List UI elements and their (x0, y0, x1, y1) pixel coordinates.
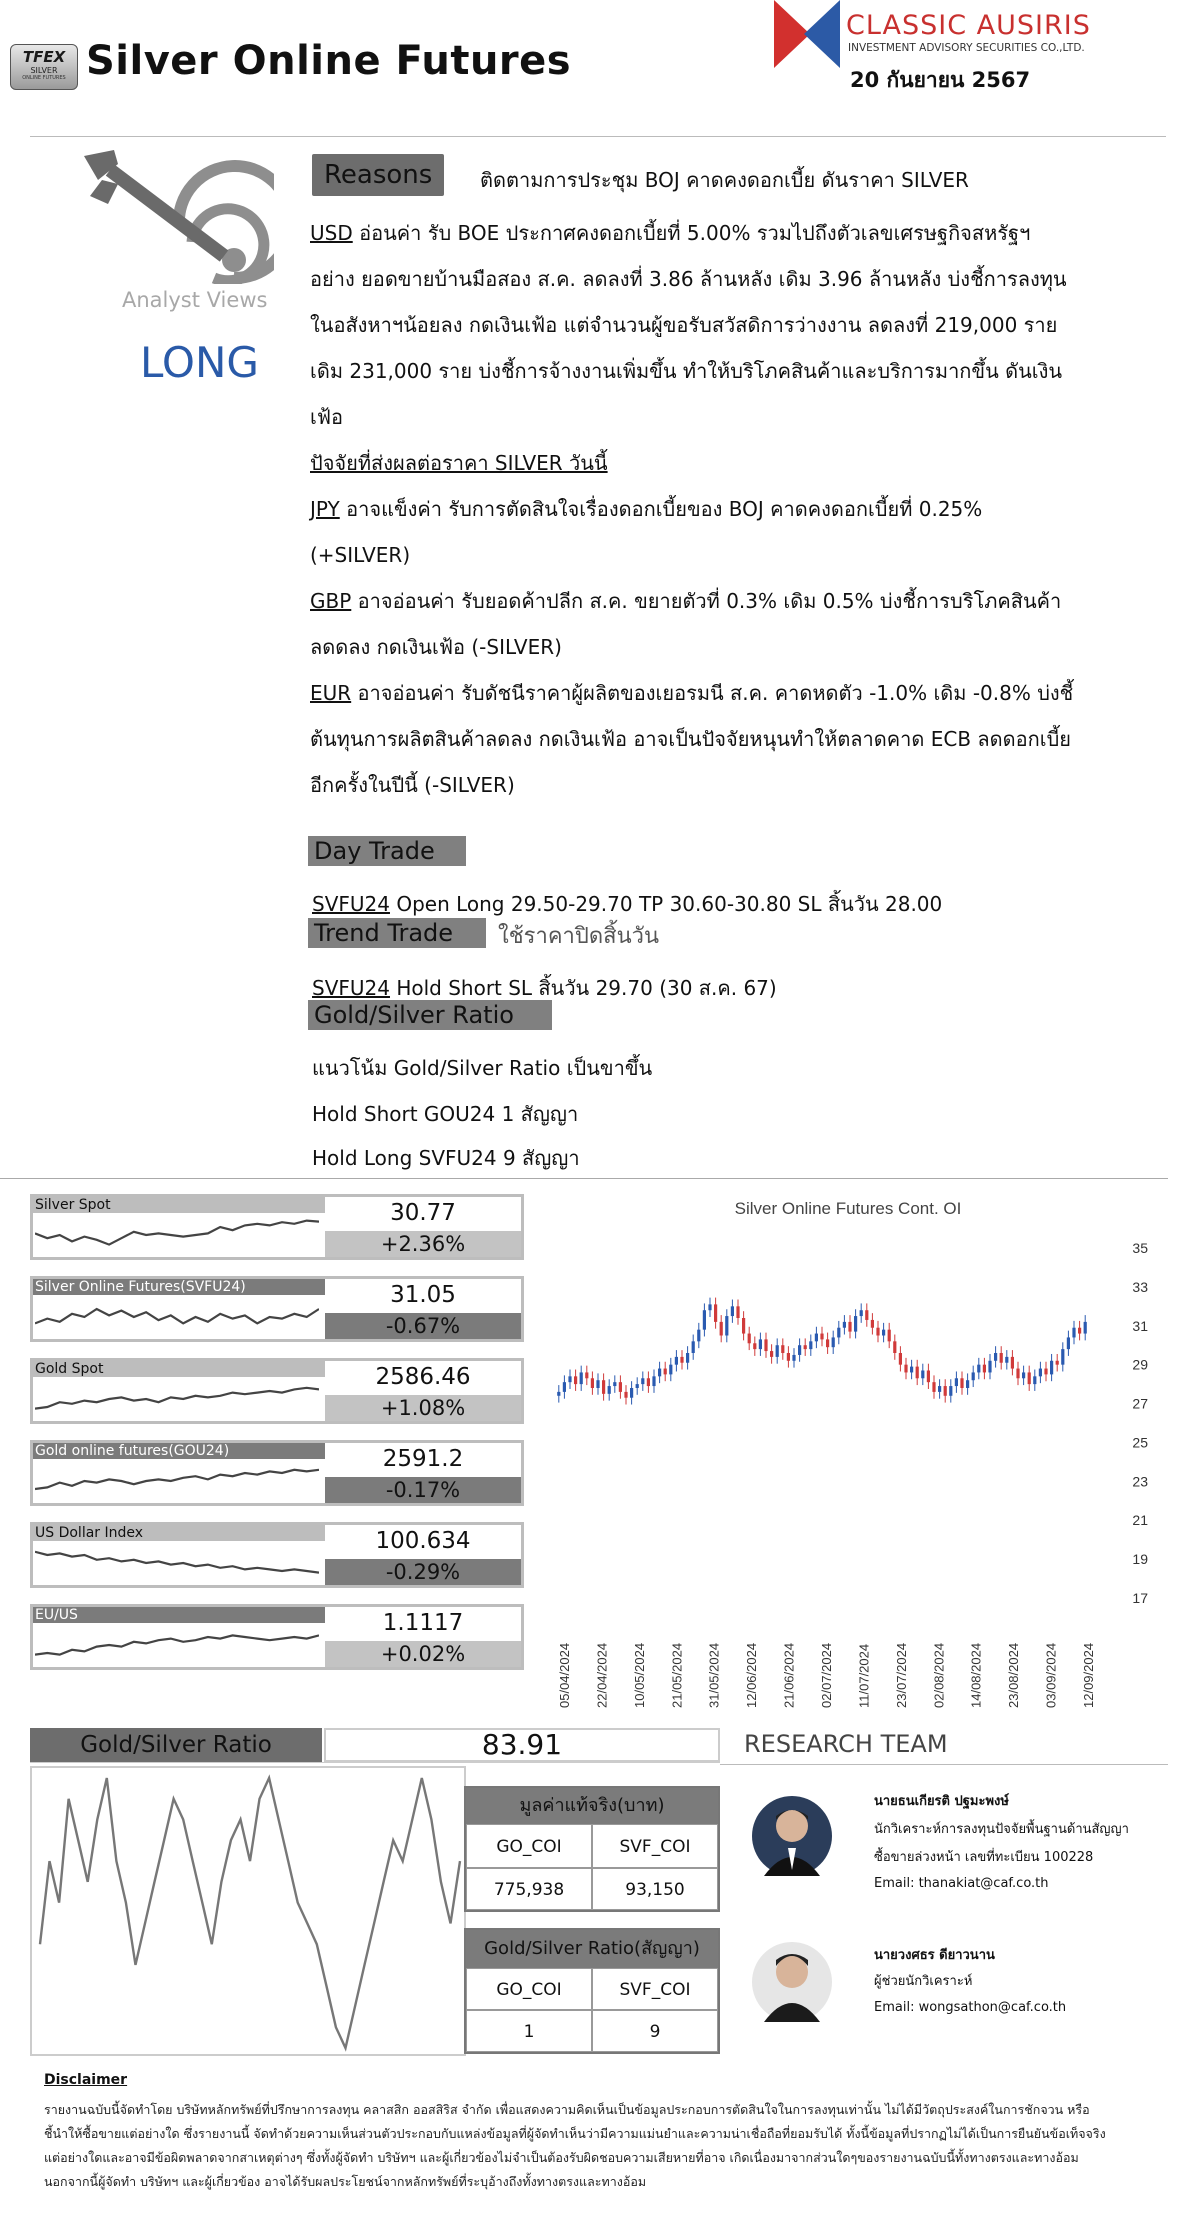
candle-body (708, 1304, 711, 1310)
eur-code: EUR (310, 681, 352, 705)
disclaimer-line-1: รายงานฉบับนี้จัดทำโดย บริษัทหลักทรัพย์ที่ปรึกษาการลงทุน คลาสสิก ออสสิริส จำกัด เพื่อแสดงความคิดเห็นเป็นข้อมูลประกอบการตัดสินใจในการลงทุนเท่านั้น ไม่ได้มีวัตถุประสงค์ในการชักจวน หรือ (44, 2102, 1090, 2117)
candle-body (697, 1330, 700, 1342)
market-panel (30, 1276, 524, 1342)
jpy-line-1: JPY อาจแข็งค่า รับการตัดสินใจเรื่องดอกเบี้ยของ BOJ คาดคงดอกเบี้ยที่ 0.25% (310, 497, 983, 521)
eur-line-2: ต้นทุนการผลิตสินค้าลดลง กดเงินเฟ้อ อาจเป็นปัจจัยหนุนทำให้ตลาดคาด ECB ลดดอกเบี้ย (310, 727, 1072, 751)
x-tick-label: 03/09/2024 (1043, 1642, 1059, 1708)
candle-body (596, 1380, 599, 1388)
disclaimer-line-4: นอกจากนี้ผู้จัดทำ บริษัทฯ และผู้เกี่ยวข้อง อาจได้รับผลประโยชน์จากหลักทรัพย์ที่ระบุอ้างถึงทั้งทางตรงและทางอ้อม (44, 2174, 647, 2189)
sparkline-path (35, 1221, 319, 1245)
candle-body (731, 1306, 734, 1316)
candle-body (787, 1353, 790, 1361)
market-panel (30, 1358, 524, 1424)
x-tick-label: 02/08/2024 (931, 1642, 947, 1708)
analyst-2-email: Email: wongsathon@caf.co.th (874, 2000, 1067, 2015)
ratio-header-go: GO_COI (466, 1968, 592, 2010)
candle-body (843, 1322, 846, 1328)
gbp-line-1: GBP อาจอ่อนค่า รับยอดค้าปลีก ส.ค. ขยายตัวที่ 0.3% เดิม 0.5% บ่งชี้การบริโภคสินค้า (310, 589, 1062, 613)
candle-body (977, 1365, 980, 1373)
y-tick-label: 25 (1132, 1434, 1148, 1451)
research-team-title: RESEARCH TEAM (744, 1730, 948, 1758)
market-value: 2591.2 (325, 1443, 521, 1475)
market-panel (30, 1522, 524, 1588)
market-sparkline (35, 1625, 319, 1665)
x-tick-label: 31/05/2024 (706, 1642, 722, 1708)
candle-body (781, 1345, 784, 1353)
research-divider (720, 1764, 1168, 1765)
market-value: 1.1117 (325, 1607, 521, 1639)
usd-code: USD (310, 221, 353, 245)
sparkline-path (35, 1309, 319, 1323)
market-panel (30, 1604, 524, 1670)
candle-body (647, 1378, 650, 1386)
candle-body (742, 1318, 745, 1334)
gbp-line-2: ลดดลง กดเงินเฟ้อ (-SILVER) (310, 635, 562, 659)
ratio-header-svf: SVF_COI (592, 1968, 718, 2010)
candle-body (966, 1380, 969, 1388)
position-label: LONG (140, 338, 259, 387)
candle-body (949, 1386, 952, 1396)
candle-body (910, 1367, 913, 1373)
candle-body (1039, 1369, 1042, 1377)
candle-body (927, 1371, 930, 1383)
candle-body (960, 1378, 963, 1388)
market-change: +1.08% (325, 1395, 521, 1421)
market-name: Gold Spot (33, 1361, 325, 1377)
candle-body (602, 1380, 605, 1394)
target-dart-icon (84, 150, 274, 284)
y-tick-label: 21 (1132, 1512, 1148, 1529)
candle-body (563, 1382, 566, 1392)
y-tick-label: 29 (1132, 1356, 1148, 1373)
candle-body (865, 1310, 868, 1320)
page-title: Silver Online Futures (86, 38, 572, 84)
x-tick-label: 02/07/2024 (819, 1642, 834, 1708)
candle-body (568, 1376, 571, 1382)
candle-body (837, 1328, 840, 1338)
candle-body (1084, 1322, 1087, 1334)
coi-header-svf: SVF_COI (592, 1824, 718, 1868)
eur-line-1: EUR อาจอ่อนค่า รับดัชนีราคาผู้ผลิตของเยอรมนี ส.ค. คาดหดตัว -1.0% เดิม -0.8% บ่งชี้ (310, 681, 1074, 705)
x-tick-label: 10/05/2024 (631, 1642, 647, 1708)
gs-ratio-panel-label: Gold/Silver Ratio (30, 1728, 322, 1762)
tfex-silver-logo: TFEX SILVER ONLINE FUTURES (10, 44, 78, 90)
gs-ratio-line (40, 1778, 460, 2048)
candle-body (899, 1353, 902, 1365)
candle-body (641, 1378, 644, 1384)
candle-body (1056, 1361, 1059, 1365)
candle-body (871, 1320, 874, 1328)
ratio-line-3: Hold Long SVFU24 9 สัญญา (312, 1146, 580, 1170)
brand-name: CLASSIC AUSIRIS (846, 10, 1091, 41)
market-name: Silver Spot (33, 1197, 325, 1213)
candle-body (580, 1372, 583, 1384)
candle-body (848, 1322, 851, 1332)
candle-body (759, 1339, 762, 1349)
trend-trade-note: ใช้ราคาปิดสิ้นวัน (498, 924, 660, 949)
market-change: +2.36% (325, 1231, 521, 1257)
y-tick-label: 35 (1132, 1240, 1148, 1256)
candle-body (770, 1351, 773, 1357)
candle-body (860, 1310, 863, 1316)
candle-body (904, 1365, 907, 1373)
market-sparkline (35, 1379, 319, 1419)
candle-body (893, 1341, 896, 1353)
market-name: US Dollar Index (33, 1525, 325, 1541)
ratio-contract-table (464, 1928, 720, 2054)
candle-body (636, 1384, 639, 1388)
day-trade-line: SVFU24 Open Long 29.50-29.70 TP 30.60-30.80 SL สิ้นวัน 28.00 (312, 892, 943, 916)
market-sparkline (35, 1543, 319, 1583)
market-panel (30, 1440, 524, 1506)
header-divider (30, 136, 1166, 137)
candle-body (944, 1386, 947, 1396)
market-sparkline (35, 1461, 319, 1501)
analyst-1-name: นายธนเกียรติ ปฐมะพงษ์ (874, 1794, 1009, 1809)
x-tick-label: 21/06/2024 (781, 1642, 797, 1708)
day-trade-symbol: SVFU24 (312, 892, 390, 916)
candle-body (624, 1392, 627, 1398)
candle-body (1067, 1337, 1070, 1349)
trend-trade-label: Trend Trade (308, 918, 486, 948)
disclaimer-line-3: แต่อย่างใดและอาจมีข้อผิดพลาดจากสาเหตุต่างๆ ซึ่งทั้งผู้จัดทำ บริษัทฯ และผู้เกี่ยวข้องไม่จำเป็นต้องรับผิดชอบความเสียหายที่อาจ เกิดเนื่องมาจากส่วนใดๆของรายงานฉบับนี้ทั้งทางตรงและทางอ้อม (44, 2150, 1079, 2165)
analyst-2-role: ผู้ช่วยนักวิเคราะห์ (874, 1974, 973, 1989)
candle-body (820, 1334, 823, 1340)
analyst-2-name: นายวงศธร ดียาวนาน (874, 1948, 995, 1963)
usd-line-4: เดิม 231,000 ราย บ่งชี้การจ้างงานเพิ่มขึ้น ทำให้บริโภคสินค้าและบริการมากขึ้น ดันเงิน (310, 359, 1063, 383)
y-tick-label: 19 (1132, 1551, 1148, 1568)
candle-body (658, 1369, 661, 1377)
market-change: +0.02% (325, 1641, 521, 1667)
candle-body (854, 1316, 857, 1332)
chart-title: Silver Online Futures Cont. OI (734, 1199, 962, 1218)
candle-body (826, 1339, 829, 1347)
coi-table-title: มูลค่าแท้จริง(บาท) (466, 1788, 718, 1824)
factors-title: ปัจจัยที่ส่งผลต่อราคา SILVER วันนี้ (310, 451, 608, 475)
candle-body (619, 1382, 622, 1392)
candle-body (714, 1304, 717, 1322)
candle-body (994, 1353, 997, 1361)
analyst-views-label: Analyst Views (122, 288, 268, 312)
candle-body (983, 1365, 986, 1373)
x-tick-label: 11/07/2024 (856, 1643, 872, 1708)
candle-body (809, 1341, 812, 1349)
x-tick-label: 05/04/2024 (557, 1642, 572, 1708)
candle-body (921, 1371, 924, 1379)
candle-body (557, 1392, 560, 1396)
candle-body (876, 1328, 879, 1336)
market-change: -0.17% (325, 1477, 521, 1503)
usd-line-2: อย่าง ยอดขายบ้านมือสอง ส.ค. ลดลงที่ 3.86 ล้านหลัง เดิม 3.96 ล้านหลัง บ่งชี้การลงทุน (310, 267, 1067, 291)
analyst-1-email: Email: thanakiat@caf.co.th (874, 1876, 1049, 1891)
candle-body (1016, 1369, 1019, 1379)
jpy-line-2: (+SILVER) (310, 543, 411, 567)
trend-trade-line: SVFU24 Hold Short SL สิ้นวัน 29.70 (30 ส.ค. 67) (312, 976, 777, 1000)
market-name: Silver Online Futures(SVFU24) (33, 1279, 325, 1295)
analyst-2-avatar (752, 1936, 832, 2028)
candle-body (1028, 1372, 1031, 1384)
market-value: 2586.46 (325, 1361, 521, 1393)
ratio-table-title: Gold/Silver Ratio(สัญญา) (466, 1930, 718, 1968)
candle-body (792, 1355, 795, 1361)
candle-body (932, 1382, 935, 1392)
classic-ausiris-logo-icon (770, 0, 842, 70)
x-tick-label: 23/07/2024 (893, 1642, 909, 1708)
candle-body (591, 1378, 594, 1388)
usd-line-1: USD อ่อนค่า รับ BOE ประกาศคงดอกเบี้ยที่ 5.00% รวมไปถึงตัวเลขเศรษฐกิจสหรัฐฯ (310, 221, 1031, 245)
candle-body (736, 1306, 739, 1318)
candle-body (1033, 1376, 1036, 1384)
candle-body (955, 1378, 958, 1386)
y-tick-label: 31 (1132, 1317, 1148, 1334)
market-change: -0.29% (325, 1559, 521, 1585)
sparkline-path (35, 1552, 319, 1573)
brand-subtitle: INVESTMENT ADVISORY SECURITIES CO.,LTD. (848, 42, 1085, 54)
market-value: 31.05 (325, 1279, 521, 1311)
market-name: Gold online futures(GOU24) (33, 1443, 325, 1459)
silver-futures-chart (548, 1188, 1168, 1708)
candle-body (888, 1330, 891, 1342)
candle-body (1022, 1372, 1025, 1378)
candle-body (1050, 1361, 1053, 1375)
gs-ratio-divider (30, 1762, 720, 1763)
candle-body (613, 1382, 616, 1386)
candle-body (720, 1322, 723, 1336)
market-value: 30.77 (325, 1197, 521, 1229)
disclaimer-line-2: ชี้นำให้ซื้อขายแต่อย่างใด ซึ่งรายงานนี้ จัดทำด้วยความเห็นส่วนตัวประกอบกับแหล่งข้อมูลที่ผู้จัดทำเห็นว่ามีความแม่นยำและความน่าเชื่อถือที่ยอมรับได้ ทั้งนี้ข้อมูลที่ปรากฏไม่ได้เป็นการยืนยันข้อเท็จจริง (44, 2126, 1106, 2141)
day-trade-label: Day Trade (308, 836, 466, 866)
coi-table (464, 1786, 720, 1912)
sparkline-path (35, 1635, 319, 1654)
candle-body (680, 1357, 683, 1363)
candle-body (776, 1345, 779, 1357)
candle-body (804, 1345, 807, 1349)
x-tick-label: 22/04/2024 (594, 1642, 610, 1708)
sparkline-path (35, 1388, 319, 1409)
candle-body (669, 1365, 672, 1375)
candle-body (972, 1372, 975, 1380)
reasons-body (310, 210, 1170, 808)
candle-body (703, 1310, 706, 1329)
market-sparkline (35, 1297, 319, 1337)
candle-body (938, 1386, 941, 1392)
candle-body (1078, 1328, 1081, 1334)
x-tick-label: 14/08/2024 (968, 1642, 984, 1708)
candle-body (630, 1388, 633, 1398)
candle-body (1005, 1357, 1008, 1363)
candle-body (1011, 1357, 1014, 1369)
reasons-label: Reasons (312, 154, 444, 196)
candle-body (764, 1339, 767, 1351)
candle-body (882, 1330, 885, 1336)
coi-value-go: 775,938 (466, 1868, 592, 1910)
ratio-value-svf: 9 (592, 2010, 718, 2052)
candle-body (574, 1376, 577, 1384)
candle-body (748, 1334, 751, 1344)
coi-header-go: GO_COI (466, 1824, 592, 1868)
gold-silver-ratio-label: Gold/Silver Ratio (308, 1000, 552, 1030)
y-tick-label: 17 (1132, 1590, 1148, 1606)
candle-body (1000, 1353, 1003, 1363)
gs-ratio-chart (30, 1766, 466, 2056)
market-value: 100.634 (325, 1525, 521, 1557)
x-tick-label: 12/09/2024 (1081, 1642, 1096, 1708)
candle-body (753, 1343, 756, 1349)
candle-body (725, 1316, 728, 1335)
candle-body (652, 1376, 655, 1386)
disclaimer-title: Disclaimer (44, 2072, 128, 2088)
usd-line-3: ในอสังหาฯน้อยลง กดเงินเฟ้อ แต่จำนวนผู้ขอรับสวัสดิการว่างงาน ลดลงที่ 219,000 ราย (310, 313, 1058, 337)
candle-body (1072, 1328, 1075, 1338)
x-tick-label: 23/08/2024 (1006, 1642, 1022, 1708)
candle-body (1061, 1349, 1064, 1365)
candle-body (585, 1372, 588, 1378)
trend-trade-symbol: SVFU24 (312, 976, 390, 1000)
jpy-code: JPY (310, 497, 340, 521)
coi-value-svf: 93,150 (592, 1868, 718, 1910)
market-sparkline (35, 1215, 319, 1255)
analyst-1-license: ซื้อขายล่วงหน้า เลขที่ทะเบียน 100228 (874, 1850, 1094, 1865)
y-tick-label: 23 (1132, 1473, 1148, 1490)
candle-body (1044, 1369, 1047, 1375)
ratio-line-1: แนวโน้ม Gold/Silver Ratio เป็นขาขึ้น (312, 1056, 653, 1080)
candle-body (815, 1334, 818, 1342)
section-divider (0, 1178, 1168, 1179)
candle-body (692, 1341, 695, 1353)
x-tick-label: 21/05/2024 (669, 1642, 685, 1708)
candle-body (608, 1386, 611, 1394)
sparkline-path (35, 1470, 319, 1489)
candle-body (675, 1357, 678, 1365)
gbp-code: GBP (310, 589, 352, 613)
candle-body (798, 1345, 801, 1355)
disclaimer-text (44, 2098, 1154, 2194)
candle-body (916, 1367, 919, 1379)
y-tick-label: 27 (1132, 1395, 1148, 1412)
reasons-headline: ติดตามการประชุม BOJ คาดคงดอกเบี้ย ดันราคา SILVER (480, 168, 969, 192)
analyst-1-avatar (752, 1790, 832, 1882)
ratio-value-go: 1 (466, 2010, 592, 2052)
candle-body (664, 1369, 667, 1375)
candle-body (832, 1337, 835, 1347)
usd-line-5: เฟ้อ (310, 405, 344, 429)
report-date: 20 กันยายน 2567 (850, 68, 1031, 92)
market-name: EU/US (33, 1607, 325, 1623)
eur-line-3: อีกครั้งในปีนี้ (-SILVER) (310, 773, 515, 797)
market-panel (30, 1194, 524, 1260)
market-change: -0.67% (325, 1313, 521, 1339)
y-tick-label: 33 (1132, 1278, 1148, 1295)
candle-body (988, 1361, 991, 1373)
candle-body (686, 1353, 689, 1363)
x-tick-label: 12/06/2024 (744, 1642, 760, 1708)
analyst-1-role: นักวิเคราะห์การลงทุนปัจจัยพื้นฐานด้านสัญญา (874, 1822, 1129, 1837)
gs-ratio-value: 83.91 (324, 1728, 720, 1762)
ratio-line-2: Hold Short GOU24 1 สัญญา (312, 1102, 579, 1126)
